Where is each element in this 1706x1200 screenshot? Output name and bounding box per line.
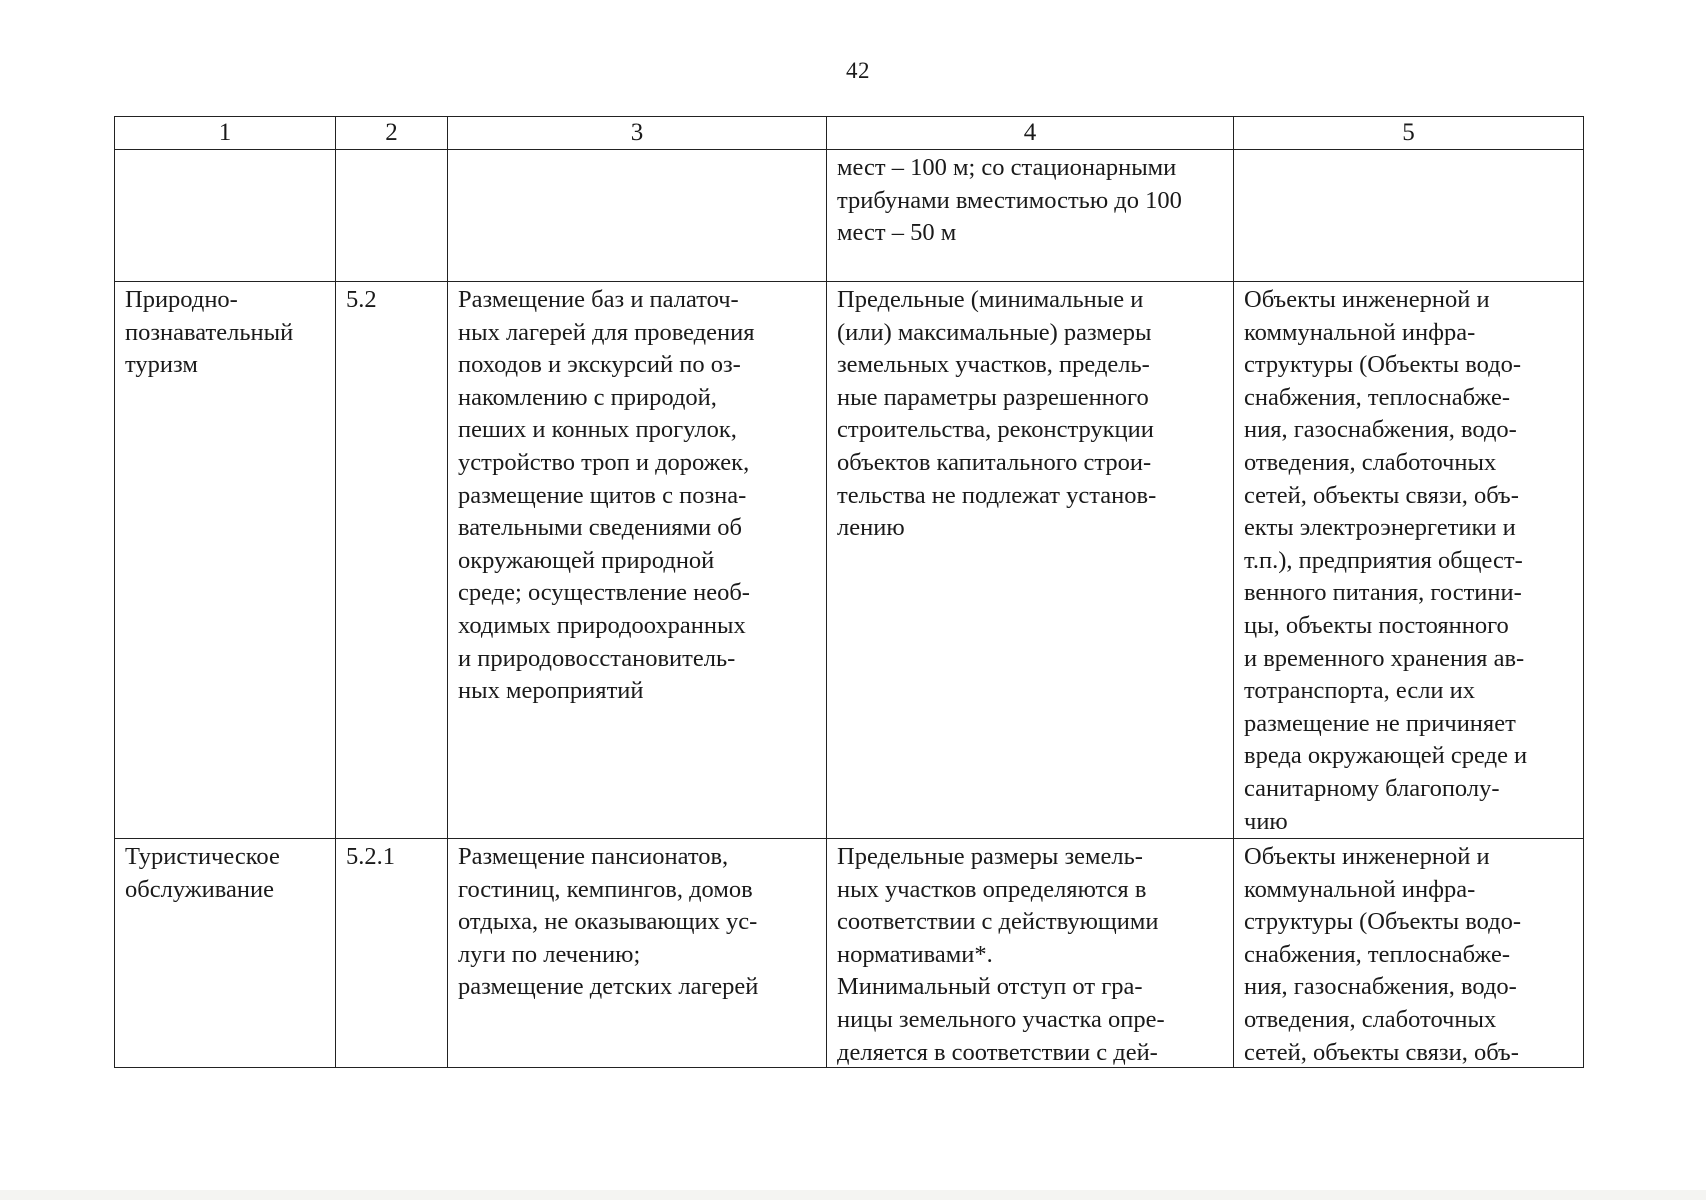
cell-text	[448, 150, 826, 152]
table-row	[115, 150, 1584, 282]
table-cell	[448, 839, 827, 1068]
cell-text	[115, 150, 335, 152]
column-header-1: 1	[115, 117, 336, 150]
table-row	[115, 282, 1584, 839]
table-cell	[827, 150, 1234, 282]
table-cell	[1234, 839, 1584, 1068]
activity-code: 5.2	[346, 286, 377, 313]
activity-name: Туристическое обслуживание	[125, 843, 280, 903]
table-cell	[1234, 282, 1584, 839]
column-header-3: 3	[448, 117, 827, 150]
column-header-2: 2	[336, 117, 448, 150]
column-header-4: 4	[827, 117, 1234, 150]
activity-name: Природно- познавательный туризм	[125, 286, 294, 379]
table-cell	[448, 150, 827, 282]
table-cell	[1234, 150, 1584, 282]
table-cell	[336, 150, 448, 282]
limit-parameters: Предельные (минимальные и (или) максимальные) размеры земельных участков, предель- ные параметры разрешенного строительства, реконструкции объектов капитального строи- тельства не подлежат установ- лению	[837, 286, 1157, 542]
regulations-table	[114, 116, 1584, 1068]
header-row	[115, 117, 1584, 150]
activity-description: Размещение баз и палаточ- ных лагерей для проведения походов и экскурсий по оз- накомлению с природой, пеших и конных прогулок, устройство троп и дорожек, размещение щитов с позна- вательными сведениями об окружающей природной среде; осуществление необ- ходимых природоохранных и природовосстановитель- ных мероприятий	[458, 286, 755, 705]
table-header	[115, 117, 1584, 150]
activity-description: Размещение пансионатов, гостиниц, кемпингов, домов отдыха, не оказывающих ус- луги по лечению; размещение детских лагерей	[458, 843, 759, 1001]
limit-parameters: Предельные размеры земель- ных участков определяются в соответствии с действующими нормативами*. Минимальный отступ от гра- ницы земельного участка опре- деляется в соответствии с дей-	[837, 843, 1165, 1066]
page-number: 42	[846, 58, 870, 83]
table-cell	[448, 282, 827, 839]
cell-text	[336, 150, 447, 152]
table-cell	[115, 150, 336, 282]
scan-edge	[0, 1190, 1706, 1200]
activity-code: 5.2.1	[346, 843, 395, 871]
table-cell	[336, 282, 448, 839]
table-cell	[827, 282, 1234, 839]
cell-text: мест – 100 м; со стационарными трибунами вместимостью до 100 мест – 50 м	[837, 154, 1182, 247]
cell-text	[1234, 150, 1583, 152]
table-cell	[115, 839, 336, 1068]
table-cell	[115, 282, 336, 839]
auxiliary-uses: Объекты инженерной и коммунальной инфра- структуры (Объекты водо- снабжения, теплоснабже- ния, газоснабжения, водо- отведения, слаботочных сетей, объекты связи, объ- екты электроэнергетики и т.п.), предприятия общест- венного питания, гостини- цы, объекты постоянного и временного хранения ав- тотранспорта, если их размещение не причиняет вреда окружающей среде и санитарному благополу- чию	[1244, 286, 1528, 835]
column-header-5: 5	[1234, 117, 1584, 150]
table-cell	[827, 839, 1234, 1068]
table-cell	[336, 839, 448, 1068]
auxiliary-uses: Объекты инженерной и коммунальной инфра- структуры (Объекты водо- снабжения, теплоснабже- ния, газоснабжения, водо- отведения, слаботочных сетей, объекты связи, объ-	[1244, 843, 1522, 1066]
table-row	[115, 839, 1584, 1068]
